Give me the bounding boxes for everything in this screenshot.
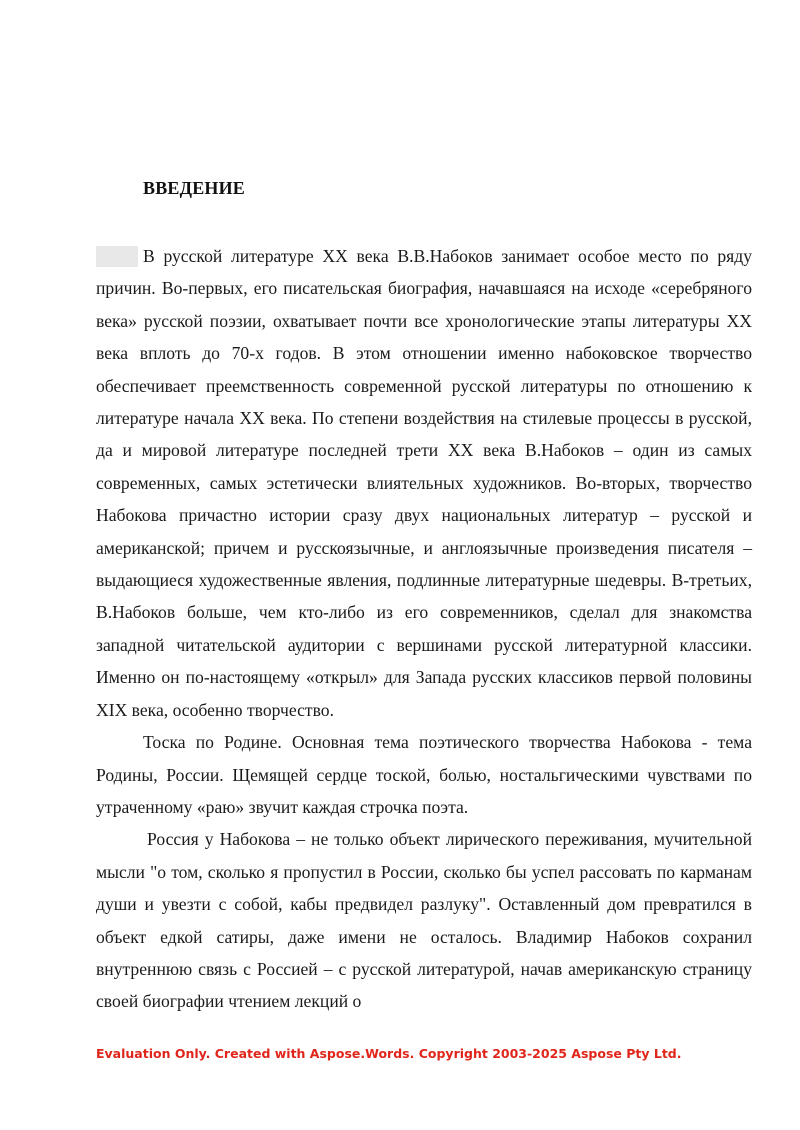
tab-highlight-mark	[96, 246, 138, 267]
paragraph-russia-in-nabokov: Россия у Набокова – не только объект лирического переживания, мучительной мысли "о том, сколько я пропустил в России, сколько бы успел рассовать по карманам души и увезти с собой, кабы предвидел разлуку". Оставленный дом превратился в объект едкой сатиры, даже имени не осталось. Владимир Набоков сохранил внутреннюю связь с Россией – с русской литературой, начав американскую страницу своей биографии чтением лекций о	[96, 829, 752, 1012]
page-title: ВВЕДЕНИЕ	[143, 178, 246, 198]
evaluation-watermark: Evaluation Only. Created with Aspose.Words. Copyright 2003-2025 Aspose Pty Ltd.	[96, 1046, 682, 1061]
paragraph-introduction	[96, 240, 752, 726]
document-body	[96, 240, 752, 1018]
paragraph-introduction-text: В русской литературе ХХ века В.В.Набоков занимает особое место по ряду причин. Во-первых, его писательская биография, начавшаяся на исходе «серебряного века» русской поэзии, охватывает почти все хронологические этапы литературы ХХ века вплоть до 70-х годов. В этом отношении именно набоковское творчество обеспечивает преемственность современной русской литературы по отношению к литературе начала ХХ века. По степени воздействия на стилевые процессы в русской, да и мировой литературе последней трети ХХ века В.Набоков – один из самых современных, самых эстетически влиятельных художников. Во-вторых, творчество Набокова причастно истории сразу двух национальных литератур – русской и американской; причем и русскоязычные, и англоязычные произведения писателя – выдающиеся художественные явления, подлинные литературные шедевры. В-третьих, В.Набоков больше, чем кто-либо из его современников, сделал для знакомства западной читательской аудитории с вершинами русской литературной классики. Именно он по-настоящему «открыл» для Запада русских классиков первой половины XIX века, особенно творчество.	[96, 246, 752, 720]
paragraph-homeland-longing: Тоска по Родине. Основная тема поэтического творчества Набокова - тема Родины, России. Щемящей сердце тоской, болью, ностальгическими чувствами по утраченному «раю» звучит каждая строчка поэта.	[96, 732, 752, 817]
